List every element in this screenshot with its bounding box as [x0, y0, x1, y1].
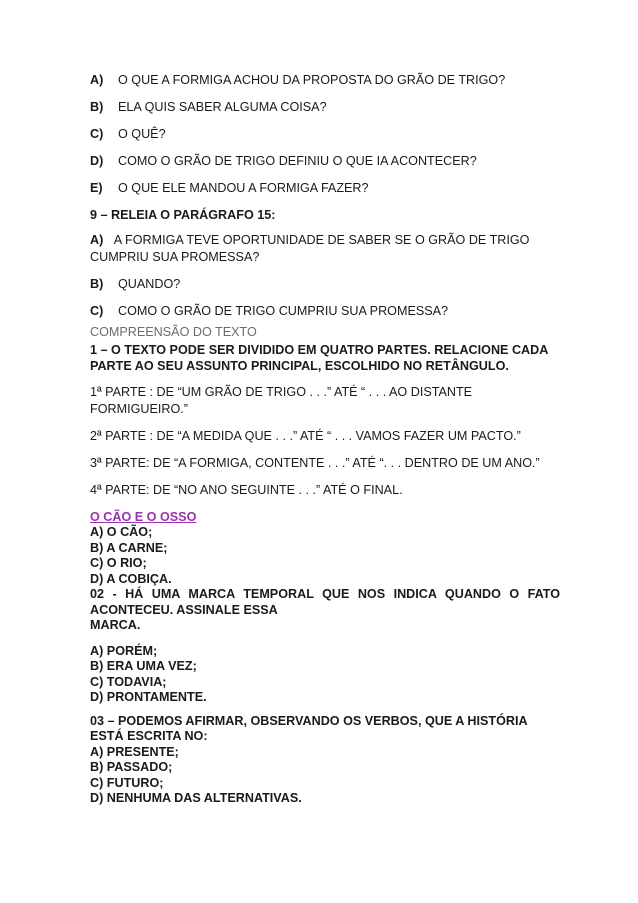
question-3-option: B) PASSADO; — [90, 760, 173, 774]
option-letter: B) — [90, 100, 104, 114]
question-2-continued: MARCA. — [90, 618, 141, 632]
story-title: O CÃO E O OSSO — [90, 510, 197, 524]
question-3: 03 – PODEMOS AFIRMAR, OBSERVANDO OS VERBOS, QUE A HISTÓRIA ESTÁ ESCRITA NO: — [90, 713, 528, 743]
option-text: COMO O GRÃO DE TRIGO CUMPRIU SUA PROMESSA? — [118, 304, 449, 318]
spacer — [90, 634, 560, 644]
question-3-option: C) FUTURO; — [90, 775, 164, 790]
option-letter: C) — [90, 304, 104, 318]
question-2-option: B) ERA UMA VEZ; — [90, 659, 197, 673]
question-2-option: D) PRONTAMENTE. — [90, 690, 207, 704]
question-2-option: C) TODAVIA; — [90, 674, 167, 689]
option-letter: E) — [90, 181, 103, 195]
option-letter: A) — [90, 73, 104, 87]
question-3-option: A) PRESENTE; — [90, 744, 179, 759]
option-8d — [90, 153, 560, 170]
option-8e — [90, 180, 560, 197]
comprehension-title: COMPREENSÃO DO TEXTO — [90, 325, 257, 339]
option-text: O QUE A FORMIGA ACHOU DA PROPOSTA DO GRÃO DE TRIGO? — [118, 73, 506, 87]
option-8b — [90, 99, 560, 116]
option-text: A FORMIGA TEVE OPORTUNIDADE DE SABER SE O GRÃO DE TRIGO CUMPRIU SUA PROMESSA? — [90, 233, 530, 264]
option-text: ELA QUIS SABER ALGUMA COISA? — [118, 100, 327, 114]
story-option: C) O RIO; — [90, 556, 147, 570]
question-9a — [90, 232, 560, 266]
question-3-option: D) NENHUMA DAS ALTERNATIVAS. — [90, 791, 302, 805]
question-9b — [90, 276, 560, 293]
part-4: 4ª PARTE: DE “NO ANO SEGUINTE . . .” ATÉ O FINAL. — [90, 483, 403, 497]
option-letter: C) — [90, 127, 104, 141]
question-9-heading: 9 – RELEIA O PARÁGRAFO 15: — [90, 208, 276, 222]
question-2: 02 - HÁ UMA MARCA TEMPORAL QUE NOS INDICA QUANDO O FATO ACONTECEU. ASSINALE ESSA — [90, 587, 560, 617]
part-2: 2ª PARTE : DE “A MEDIDA QUE . . .” ATÉ “ . . . VAMOS FAZER UM PACTO.” — [90, 429, 521, 443]
option-text: O QUÊ? — [118, 127, 166, 141]
option-8a — [90, 72, 560, 89]
option-letter: B) — [90, 277, 104, 291]
story-option: B) A CARNE; — [90, 540, 168, 555]
option-text: QUANDO? — [118, 277, 181, 291]
part-3: 3ª PARTE: DE “A FORMIGA, CONTENTE . . .” ATÉ “. . . DENTRO DE UM ANO.” — [90, 456, 540, 470]
option-text: COMO O GRÃO DE TRIGO DEFINIU O QUE IA ACONTECER? — [118, 154, 477, 168]
option-letter: D) — [90, 154, 104, 168]
part-1: 1ª PARTE : DE “UM GRÃO DE TRIGO . . .” ATÉ “ . . . AO DISTANTE FORMIGUEIRO.” — [90, 385, 473, 416]
document-page — [90, 72, 560, 807]
option-text: O QUE ELE MANDOU A FORMIGA FAZER? — [118, 181, 369, 195]
option-8c — [90, 126, 560, 143]
question-2-option: A) PORÉM; — [90, 643, 158, 658]
story-option: D) A COBIÇA. — [90, 571, 172, 586]
comprehension-question-1: 1 – O TEXTO PODE SER DIVIDIDO EM QUATRO PARTES. RELACIONE CADA PARTE AO SEU ASSUNTO PRINCIPAL, ESCOLHIDO NO RETÂNGULO. — [90, 343, 548, 373]
question-9c — [90, 303, 560, 320]
option-letter: A) — [90, 233, 104, 247]
story-option: A) O CÃO; — [90, 525, 153, 539]
spacer — [90, 706, 560, 714]
